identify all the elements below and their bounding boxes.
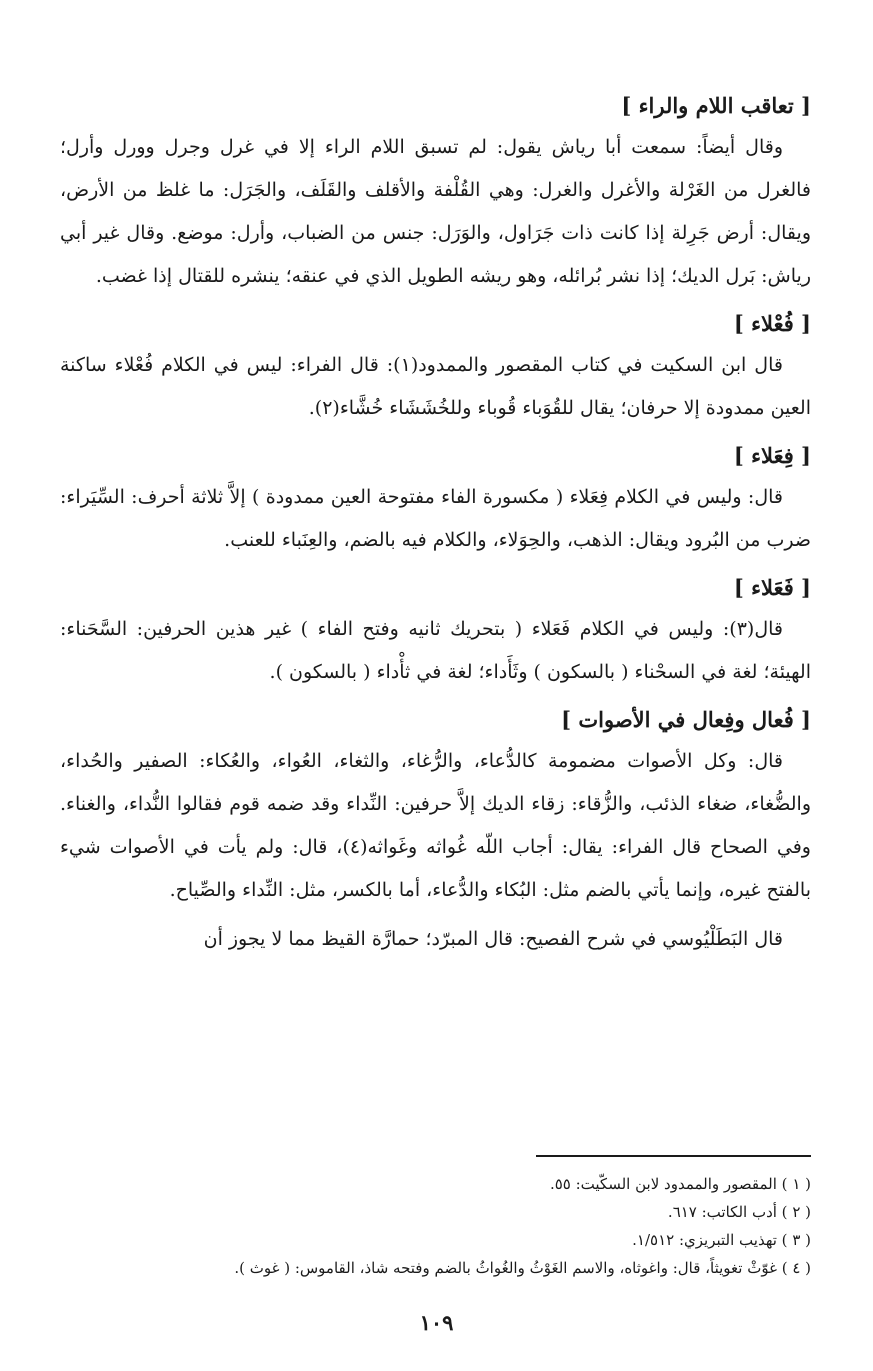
- section-heading: [ فُعْلاء ]: [733, 311, 811, 336]
- footnote: ( ١ ) المقصور والممدود لابن السكّيت: ٥٥.: [549, 1175, 811, 1193]
- footnotes: [60, 1170, 811, 1282]
- paragraph: قال(٣): وليس في الكلام فَعَلاء ( بتحريك ثانيه وفتح الفاء ) غير هذين الحرفين: السَّحَناء: الهيئة؛ لغة في السحْناء ( بالسكون ) وثَأَداء؛ لغة في ثأْداء ( بالسكون ).: [60, 618, 811, 683]
- paragraph: قال: وكل الأصوات مضمومة كالدُّعاء، والرُّغاء، والثغاء، العُواء، والعُكاء: الصفير والحُداء، والضُّغاء، ضغاء الذئب، والزُّقاء: زقاء الديك إلاَّ حرفين: النِّداء وقد ضمه قوم فقالوا النُّداء، والغناء. وفي الصحاح قال الفراء: يقال: أجاب اللّه غُواثه وغَواثه(٤)، قال: ولم يأت في الأصوات شيء بالفتح غيره، وإنما يأتي بالضم مثل: البُكاء والدُّعاء، أما بالكسر، مثل: النِّداء والصِّياح.: [60, 750, 811, 901]
- footnote: ( ٢ ) أدب الكاتب: ٦١٧.: [667, 1203, 811, 1221]
- paragraph: قال ابن السكيت في كتاب المقصور والممدود(١): قال الفراء: ليس في الكلام فُعْلاء ساكنة العين ممدودة إلا حرفان؛ يقال للقُوَباء قُوباء وللخُشَشَاء خُشَّاء(٢).: [60, 354, 811, 419]
- footnote: ( ٣ ) تهذيب التبريزي: ١/٥١٢.: [632, 1231, 811, 1249]
- footnote-divider: [536, 1155, 811, 1157]
- paragraph: قال: وليس في الكلام فِعَلاء ( مكسورة الفاء مفتوحة العين ممدودة ) إلاَّ ثلاثة أحرف: السِّيَراء: ضرب من البُرود ويقال: الذهب، والحِوَلاء، والكلام فيه بالضم، والعِنَباء للعنب.: [60, 486, 811, 551]
- section-heading: [ فِعَلاء ]: [733, 443, 811, 468]
- section-heading: [ فَعَلاء ]: [733, 575, 811, 600]
- paragraph: قال البَطَلْيُوسي في شرح الفصيح: قال المبرّد؛ حمارَّة القيظ مما لا يجوز أن: [203, 928, 783, 950]
- page-number: ١٠٩: [419, 1310, 454, 1335]
- section-heading: [ فُعال وفِعال في الأصوات ]: [561, 707, 811, 732]
- section-heading: [ تعاقب اللام والراء ]: [621, 93, 811, 118]
- footnote: ( ٤ ) غوّثْ تغويثاً، قال: واغوثاه، والاسم الغَوْثُ والغُواثُ بالضم وفتحه شاذ، القاموس: ( غوث ).: [234, 1259, 811, 1277]
- paragraph: وقال أيضاً: سمعت أبا رياش يقول: لم تسبق اللام الراء إلا في غرل وجرل وورل وأرل؛ فالغرل من الغَرْلة والأغرل والغرل: وهي القُلْفة والأقلف والقَلَف، والجَرَل: ما غلظ من الأرض، ويقال: أرض جَرِلة إذا كانت ذات جَرَاول، والوَرَل: جنس من الضباب، وأرل: موضع. وقال غير أبي رياش: بَرل الديك؛ إذا نشر بُرائله، وهو ريشه الطويل الذي في عنقه؛ ينشره للقتال إذا غضب.: [60, 136, 811, 287]
